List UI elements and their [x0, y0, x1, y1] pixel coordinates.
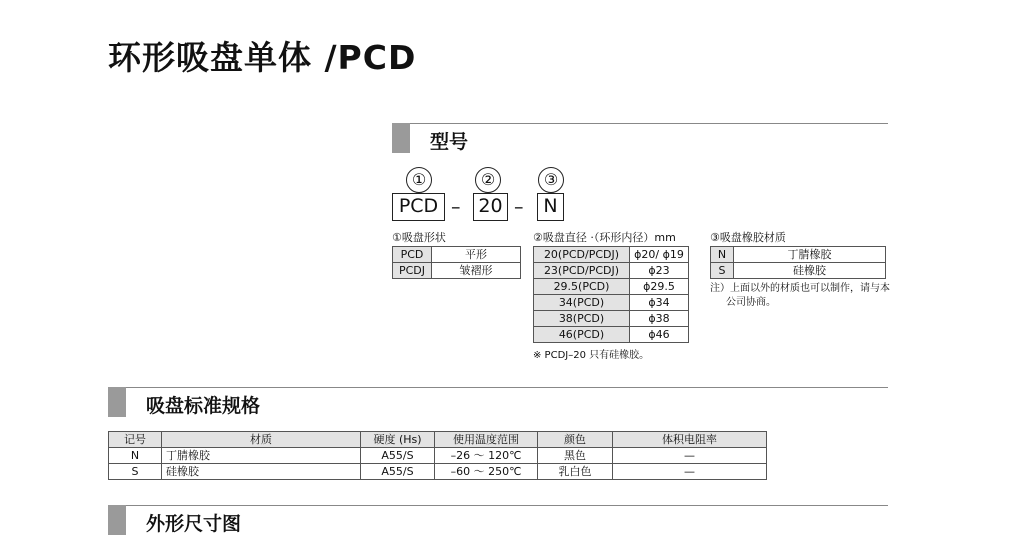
spec-table — [108, 431, 767, 480]
diameter-code: 38(PCD) — [534, 311, 630, 327]
material-code: S — [711, 263, 734, 279]
table-row — [393, 247, 521, 263]
material-note-line: 公司协商。 — [726, 297, 776, 308]
material-caption: ③吸盘橡胶材质 — [710, 231, 786, 244]
table-row — [109, 448, 767, 464]
marker-3: ③ — [538, 167, 564, 193]
model-section-heading: 型号 — [430, 131, 469, 153]
col-header: 使用温度范围 — [435, 432, 538, 448]
shape-name: 皱褶形 — [432, 263, 521, 279]
cell-material: 硅橡胶 — [162, 464, 361, 480]
section-rule — [108, 387, 888, 388]
col-header: 记号 — [109, 432, 162, 448]
table-row — [393, 263, 521, 279]
col-header: 硬度 (Hs) — [361, 432, 435, 448]
diameter-value: ϕ38 — [630, 311, 689, 327]
diameter-code: 46(PCD) — [534, 327, 630, 343]
section-rule — [108, 505, 888, 506]
col-header: 体积电阻率 — [613, 432, 767, 448]
diameter-code: 23(PCD/PCDJ) — [534, 263, 630, 279]
cell-temperature: –60 ～ 250℃ — [435, 464, 538, 480]
diameter-code: 29.5(PCD) — [534, 279, 630, 295]
model-section-header — [392, 123, 888, 157]
diameter-value: ϕ46 — [630, 327, 689, 343]
shape-table — [392, 246, 521, 279]
cell-resistivity: — — [613, 448, 767, 464]
code-separator: – — [514, 196, 524, 218]
table-row — [534, 247, 689, 263]
cell-hardness: A55/S — [361, 464, 435, 480]
material-name: 硅橡胶 — [734, 263, 886, 279]
marker-1: ① — [406, 167, 432, 193]
dim-section-heading: 外形尺寸图 — [146, 513, 242, 535]
shape-code: PCDJ — [393, 263, 432, 279]
diameter-value: ϕ29.5 — [630, 279, 689, 295]
cell-color: 乳白色 — [538, 464, 613, 480]
table-header-row — [109, 432, 767, 448]
cell-code: N — [109, 448, 162, 464]
diameter-table — [533, 246, 689, 343]
cell-resistivity: — — [613, 464, 767, 480]
cell-temperature: –26 ～ 120℃ — [435, 448, 538, 464]
table-row — [109, 464, 767, 480]
col-header: 材质 — [162, 432, 361, 448]
diameter-note: ※ PCDJ–20 只有硅橡胶。 — [533, 350, 650, 361]
section-marker — [108, 387, 126, 417]
section-marker — [392, 123, 410, 153]
spec-section-heading: 吸盘标准规格 — [146, 395, 261, 417]
shape-name: 平形 — [432, 247, 521, 263]
diameter-value: ϕ34 — [630, 295, 689, 311]
material-table — [710, 246, 886, 279]
diameter-code: 20(PCD/PCDJ) — [534, 247, 630, 263]
code-part-material: N — [537, 193, 564, 221]
material-note — [710, 282, 890, 310]
table-row — [534, 279, 689, 295]
code-separator: – — [451, 196, 461, 218]
dim-section-header — [108, 505, 888, 539]
material-note-line: 注）上面以外的材质也可以制作，请与本 — [710, 283, 890, 294]
marker-2: ② — [475, 167, 501, 193]
material-name: 丁腈橡胶 — [734, 247, 886, 263]
cell-hardness: A55/S — [361, 448, 435, 464]
shape-caption: ①吸盘形状 — [392, 231, 446, 244]
page-title: 环形吸盘单体 /PCD — [108, 38, 417, 77]
section-marker — [108, 505, 126, 535]
shape-code: PCD — [393, 247, 432, 263]
col-header: 颜色 — [538, 432, 613, 448]
cell-material: 丁腈橡胶 — [162, 448, 361, 464]
diameter-caption: ②吸盘直径 ·（环形内径）mm — [533, 231, 676, 244]
cell-code: S — [109, 464, 162, 480]
material-code: N — [711, 247, 734, 263]
code-part-shape: PCD — [392, 193, 445, 221]
code-part-diameter: 20 — [473, 193, 508, 221]
section-rule — [392, 123, 888, 124]
cell-color: 黑色 — [538, 448, 613, 464]
spec-section-header — [108, 387, 888, 421]
table-row — [711, 247, 886, 263]
diameter-value: ϕ23 — [630, 263, 689, 279]
diameter-value: ϕ20/ ϕ19 — [630, 247, 689, 263]
table-row — [534, 327, 689, 343]
table-row — [534, 311, 689, 327]
table-row — [711, 263, 886, 279]
table-row — [534, 263, 689, 279]
table-row — [534, 295, 689, 311]
diameter-code: 34(PCD) — [534, 295, 630, 311]
